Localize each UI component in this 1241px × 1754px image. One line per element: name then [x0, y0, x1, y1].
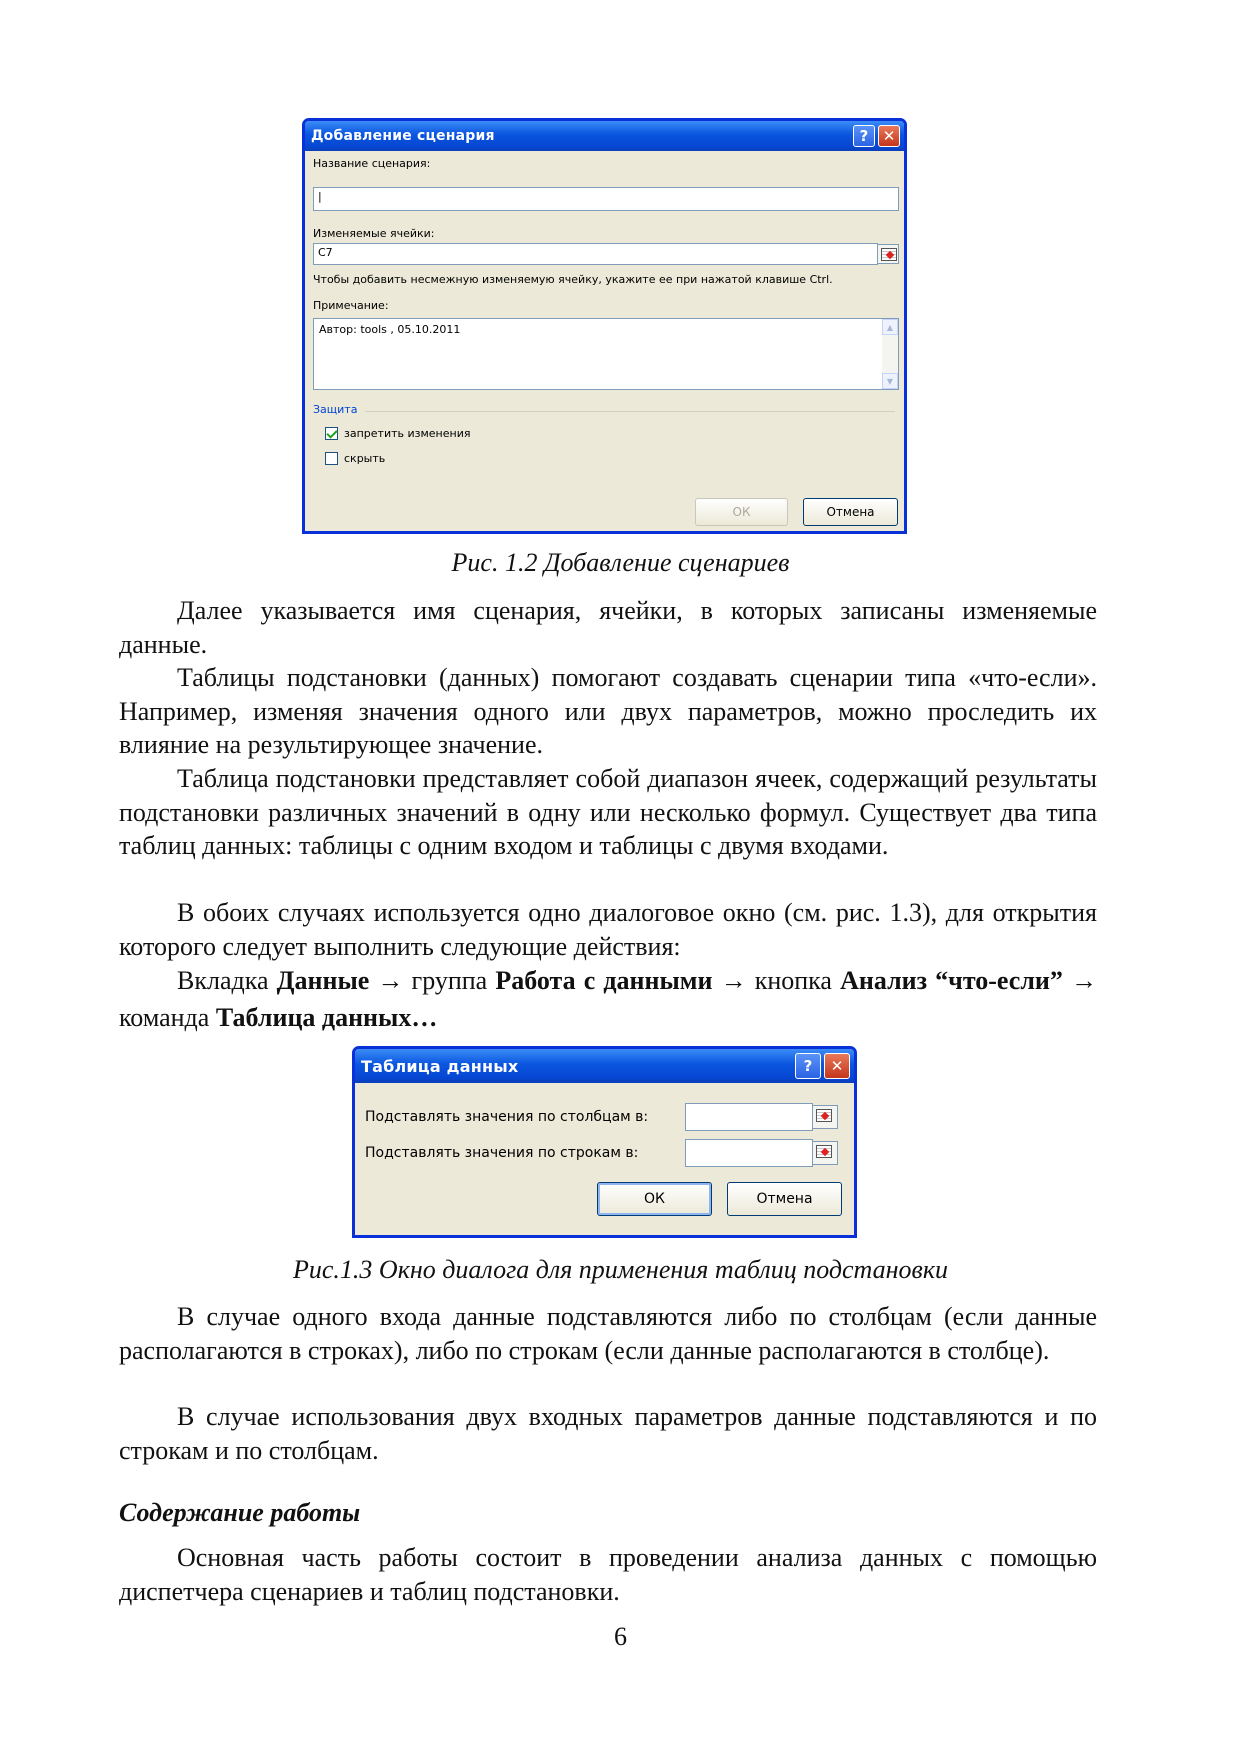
group-name: Работа с данными	[495, 966, 713, 995]
help-icon[interactable]: ?	[795, 1053, 821, 1079]
button-name: Анализ “что-если”	[840, 966, 1063, 995]
help-icon[interactable]: ?	[853, 125, 875, 147]
scroll-up-icon[interactable]: ▲	[882, 319, 898, 335]
arrow-icon: →	[1071, 966, 1098, 995]
row-input-label: Подставлять значения по строкам в:	[365, 1145, 639, 1161]
ok-button[interactable]: ОК	[695, 498, 788, 526]
paragraph: В случае использования двух входных параметров данные подставляются и по строкам и по столбцам.	[119, 1402, 1097, 1465]
arrow-icon: →	[720, 966, 747, 995]
collapse-dialog-button[interactable]	[812, 1141, 838, 1165]
close-icon[interactable]: ✕	[824, 1053, 850, 1079]
collapse-dialog-button[interactable]	[877, 244, 899, 264]
forbid-changes-label: запретить изменения	[344, 427, 471, 440]
comment-scrollbar[interactable]	[882, 319, 898, 389]
scenario-name-label: Название сценария:	[313, 157, 431, 170]
section-heading: Содержание работы	[119, 1498, 361, 1527]
paragraph: В обоих случаях используется одно диалоговое окно (см. рис. 1.3), для открытия которого следует выполнить следующие действия:	[119, 898, 1097, 961]
column-input-cell[interactable]	[685, 1103, 813, 1131]
menu-path-paragraph: Вкладка Данные → группа Работа с данными → кнопка Анализ “что-если” → команда Таблица данных…	[119, 966, 1098, 1032]
hide-checkbox[interactable]	[325, 452, 338, 465]
collapse-dialog-button[interactable]	[812, 1105, 838, 1129]
cancel-button[interactable]: Отмена	[803, 498, 898, 526]
arrow-icon: →	[377, 966, 404, 995]
noncontiguous-hint: Чтобы добавить несмежную изменяемую ячейку, укажите ее при нажатой клавише Ctrl.	[313, 273, 833, 286]
forbid-changes-checkbox[interactable]	[325, 427, 338, 440]
paragraph: В случае одного входа данные подставляются либо по столбцам (если данные располагаются в строках), либо по строкам (если данные располагаются в столбце).	[119, 1302, 1097, 1365]
cancel-button[interactable]: Отмена	[727, 1182, 842, 1216]
dialog-title-bar[interactable]	[305, 121, 904, 151]
scenario-name-input[interactable]: |	[313, 187, 899, 211]
scroll-down-icon[interactable]: ▼	[882, 373, 898, 389]
protection-group-divider	[365, 411, 895, 412]
paragraph: Основная часть работы состоит в проведении анализа данных с помощью диспетчера сценариев и таблиц подстановки.	[119, 1543, 1097, 1606]
paragraph: Таблицы подстановки (данных) помогают создавать сценарии типа «что-если». Например, изменяя значения одного или двух параметров, можно проследить их влияние на результирующее значение.	[119, 663, 1097, 759]
changing-cells-label: Изменяемые ячейки:	[313, 227, 435, 240]
hide-label: скрыть	[344, 452, 386, 465]
comment-label: Примечание:	[313, 299, 389, 312]
add-scenario-dialog	[302, 118, 907, 534]
row-input-cell[interactable]	[685, 1139, 813, 1167]
close-icon[interactable]: ✕	[878, 125, 900, 147]
command-name: Таблица данных…	[215, 1003, 438, 1032]
column-input-label: Подставлять значения по столбцам в:	[365, 1109, 649, 1125]
paragraph: Таблица подстановки представляет собой диапазон ячеек, содержащий результаты подстановки различных значений в одну или несколько формул. Существует два типа таблиц данных: таблицы с одним входом и таблицы с двумя входами.	[119, 764, 1097, 860]
dialog-title: Таблица данных	[361, 1056, 519, 1076]
dialog-title: Добавление сценария	[311, 128, 495, 144]
paragraph: Далее указывается имя сценария, ячейки, в которых записаны изменяемые данные.	[119, 596, 1097, 659]
ok-button[interactable]: ОК	[597, 1182, 712, 1216]
figure-caption-1-3: Рис.1.3 Окно диалога для применения таблиц подстановки	[293, 1255, 948, 1284]
comment-textarea[interactable]: Автор: tools , 05.10.2011	[313, 318, 899, 390]
dialog-title-bar[interactable]	[355, 1049, 854, 1083]
data-table-dialog	[352, 1046, 857, 1238]
protection-group-label: Защита	[313, 403, 358, 416]
changing-cells-input[interactable]: C7	[313, 243, 878, 265]
figure-caption-1-2: Рис. 1.2 Добавление сценариев	[451, 548, 790, 577]
page-number: 6	[614, 1622, 627, 1651]
tab-name: Данные	[276, 966, 370, 995]
